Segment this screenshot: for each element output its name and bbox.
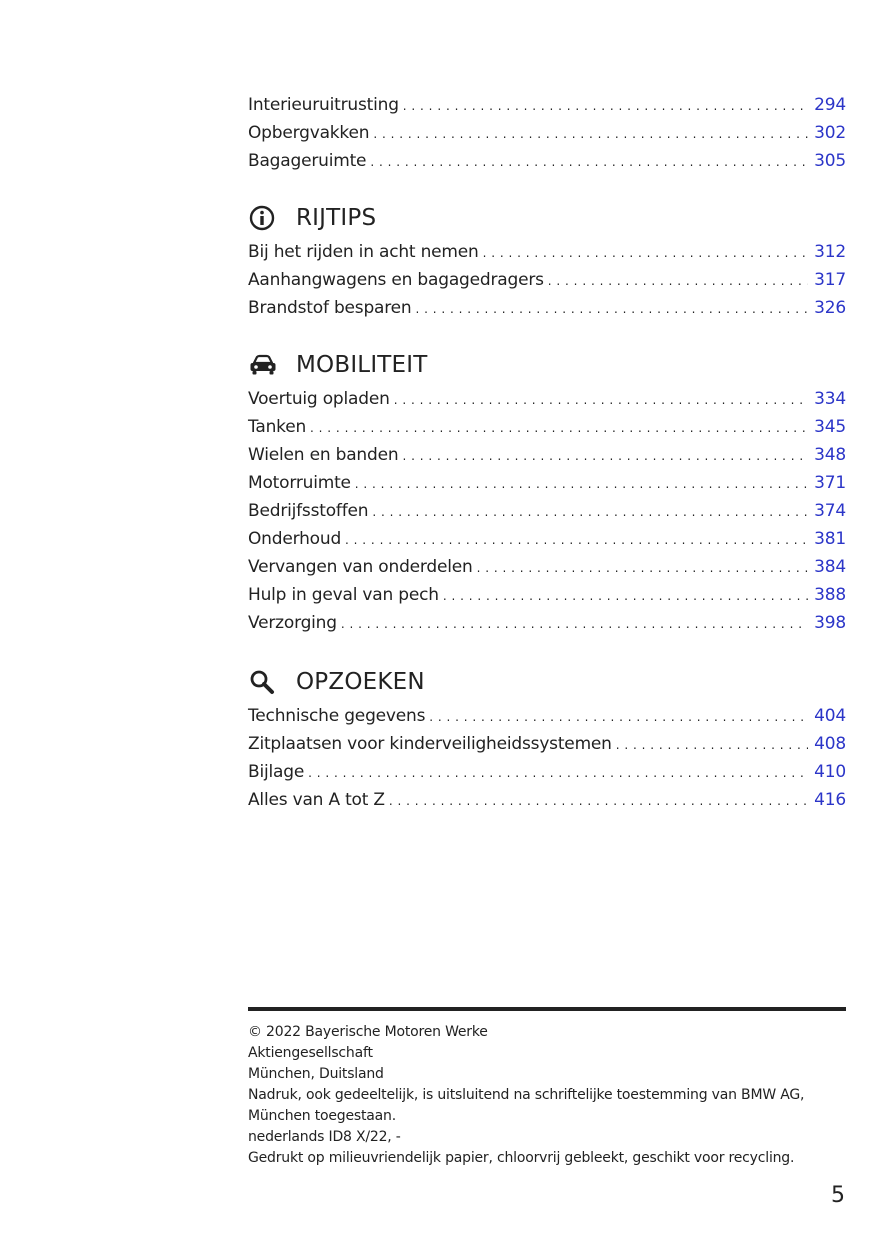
leader-dots [308, 759, 808, 787]
footer-line: Nadruk, ook gedeeltelijk, is uitsluitend na schriftelijke toestemming van BMW AG, [248, 1087, 805, 1103]
toc-entry-label: Onderhoud [248, 529, 342, 549]
leader-dots [372, 498, 808, 526]
footer-line: Aktiengesellschaft [248, 1045, 373, 1061]
toc-entry[interactable] [248, 758, 846, 786]
toc-page-link[interactable]: 416 [814, 790, 846, 810]
toc-page-link[interactable]: 404 [814, 706, 846, 726]
toc-entry[interactable] [248, 702, 846, 730]
toc-entry-label: Bagageruimte [248, 151, 367, 171]
toc-entry-label: Bedrijfsstoffen [248, 501, 369, 521]
toc-entry-label: Technische gegevens [248, 706, 426, 726]
leader-dots [310, 414, 808, 442]
imprint-footer [248, 1022, 846, 1169]
toc-entry-label: Alles van A tot Z [248, 790, 385, 810]
section-heading [248, 345, 846, 385]
toc-page-link[interactable]: 326 [814, 298, 846, 318]
leader-dots [443, 582, 808, 610]
leader-dots [429, 703, 808, 731]
toc-page-link[interactable]: 348 [814, 445, 846, 465]
search-icon [248, 668, 296, 696]
toc-entry[interactable] [248, 294, 846, 322]
footer-line: München toegestaan. [248, 1108, 396, 1124]
section-heading [248, 662, 846, 702]
toc-entry[interactable] [248, 786, 846, 814]
toc-entry[interactable] [248, 730, 846, 758]
toc-entry[interactable] [248, 441, 846, 469]
toc-page-link[interactable]: 371 [814, 473, 846, 493]
toc-entry-label: Opbergvakken [248, 123, 370, 143]
toc-entry-label: Aanhangwagens en bagagedragers [248, 270, 544, 290]
leader-dots [483, 239, 809, 267]
section-title: OPZOEKEN [296, 669, 425, 695]
leader-dots [548, 267, 808, 295]
toc-section-rijtips [248, 198, 846, 322]
toc-page-link[interactable]: 384 [814, 557, 846, 577]
toc-entry-label: Hulp in geval van pech [248, 585, 439, 605]
page-number: 5 [831, 1183, 845, 1208]
leader-dots [394, 386, 808, 414]
toc-page-link[interactable]: 381 [814, 529, 846, 549]
info-circle-icon [248, 204, 296, 232]
toc-entry[interactable] [248, 91, 846, 119]
toc-entry[interactable] [248, 553, 846, 581]
toc-intro-list [248, 91, 846, 175]
leader-dots [477, 554, 809, 582]
leader-dots [345, 526, 808, 554]
toc-entry[interactable] [248, 147, 846, 175]
leader-dots [389, 787, 808, 815]
leader-dots [402, 442, 808, 470]
section-title: RIJTIPS [296, 205, 377, 231]
toc-page-link[interactable]: 345 [814, 417, 846, 437]
toc-page-link[interactable]: 410 [814, 762, 846, 782]
leader-dots [373, 120, 808, 148]
toc-section-opzoeken [248, 662, 846, 814]
toc-entry[interactable] [248, 497, 846, 525]
leader-dots [616, 731, 808, 759]
leader-dots [370, 148, 808, 176]
leader-dots [403, 92, 808, 120]
toc-entry-label: Wielen en banden [248, 445, 399, 465]
toc-entry-label: Zitplaatsen voor kinderveiligheidssystemen [248, 734, 612, 754]
leader-dots [341, 610, 808, 638]
section-title: MOBILITEIT [296, 352, 428, 378]
toc-entry[interactable] [248, 469, 846, 497]
footer-line: Gedrukt op milieuvriendelijk papier, chloorvrij gebleekt, geschikt voor recycling. [248, 1150, 795, 1166]
footer-line: nederlands ID8 X/22, - [248, 1129, 401, 1145]
toc-entry[interactable] [248, 119, 846, 147]
toc-page-link[interactable]: 317 [814, 270, 846, 290]
toc-entry-label: Bijlage [248, 762, 305, 782]
toc-entry[interactable] [248, 266, 846, 294]
toc-entry-label: Brandstof besparen [248, 298, 412, 318]
toc-entry[interactable] [248, 238, 846, 266]
toc-page-link[interactable]: 388 [814, 585, 846, 605]
toc-entry-label: Verzorging [248, 613, 337, 633]
toc-entry[interactable] [248, 385, 846, 413]
toc-entry-label: Motorruimte [248, 473, 351, 493]
toc-page-link[interactable]: 334 [814, 389, 846, 409]
toc-page-link[interactable]: 408 [814, 734, 846, 754]
toc-entry[interactable] [248, 525, 846, 553]
toc-section-mobiliteit [248, 345, 846, 637]
toc-page-link[interactable]: 294 [814, 95, 846, 115]
toc-entry[interactable] [248, 609, 846, 637]
toc-page-link[interactable]: 305 [814, 151, 846, 171]
toc-entry-label: Tanken [248, 417, 307, 437]
toc-entry[interactable] [248, 581, 846, 609]
toc-page-link[interactable]: 312 [814, 242, 846, 262]
footer-line: München, Duitsland [248, 1066, 384, 1082]
toc-page-link[interactable]: 302 [814, 123, 846, 143]
leader-dots [355, 470, 808, 498]
toc-entry[interactable] [248, 413, 846, 441]
toc-page-link[interactable]: 398 [814, 613, 846, 633]
footer-divider [248, 1007, 846, 1011]
leader-dots [416, 295, 809, 323]
car-icon [248, 353, 296, 377]
toc-entry-label: Interieuruitrusting [248, 95, 399, 115]
toc-entry-label: Vervangen van onderdelen [248, 557, 473, 577]
toc-entry-label: Bij het rijden in acht nemen [248, 242, 479, 262]
toc-page-link[interactable]: 374 [814, 501, 846, 521]
toc-entry-label: Voertuig opladen [248, 389, 390, 409]
footer-line: © 2022 Bayerische Motoren Werke [248, 1024, 488, 1040]
section-heading [248, 198, 846, 238]
